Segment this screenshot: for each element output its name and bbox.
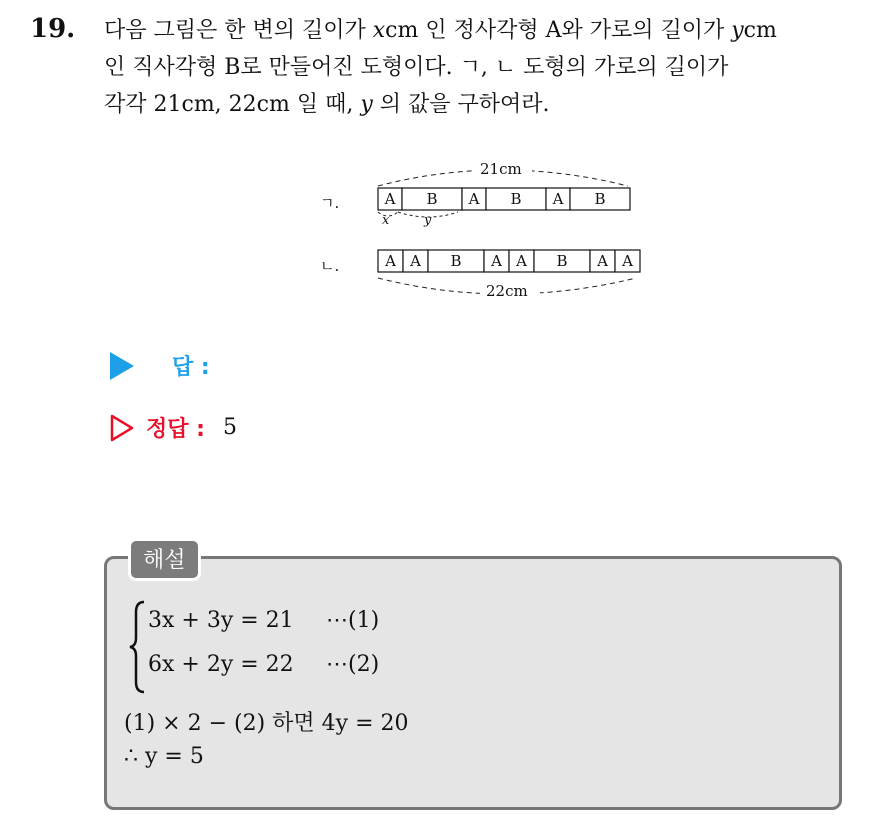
question-line3-a: 각각 21cm, 22cm 일 때, [104, 92, 361, 117]
correct-answer-row [110, 412, 237, 443]
row-a-cell-label-2: A [468, 190, 480, 208]
answer-row [110, 350, 210, 381]
answer-label: 답 : [172, 355, 210, 380]
solution-step: (1) × 2 − (2) 하면 4y = 20 [124, 711, 409, 736]
equation-1-tag: ⋯(1) [326, 608, 380, 633]
var-y-2: y [360, 92, 373, 117]
equation-1 [148, 608, 380, 633]
row-a-cell-label-4: A [552, 190, 564, 208]
question-line1-b: cm 인 정사각형 A와 가로의 길이가 [385, 18, 732, 43]
correct-answer-value: 5 [222, 415, 237, 440]
row-a-cell-label-0: A [384, 190, 396, 208]
row-a-cell-label-3: B [510, 190, 522, 208]
solution-tag: 해설 [128, 538, 201, 581]
brace-icon [128, 600, 146, 694]
outline-triangle-icon [110, 414, 134, 442]
row-b-label: ㄴ. [320, 257, 340, 275]
correct-answer-label: 정답 : [146, 417, 205, 442]
solution-result: ∴ y = 5 [124, 744, 204, 769]
question-line1-c: cm [743, 18, 777, 43]
play-icon [110, 352, 134, 380]
row-a-label: ㄱ. [320, 194, 340, 212]
solution-box [104, 556, 842, 810]
row-a-cell-label-1: B [426, 190, 438, 208]
equation-2-tag: ⋯(2) [326, 652, 380, 677]
row-b-cell-label-5: B [556, 252, 568, 270]
row-a [378, 188, 630, 210]
question-line2: 인 직사각형 B로 만들어진 도형이다. ㄱ, ㄴ 도형의 가로의 길이가 [104, 55, 729, 80]
bottom-length-label: 22cm [486, 282, 528, 300]
rectangle-figure [310, 152, 650, 302]
equation-2 [148, 652, 380, 677]
row-b [378, 250, 640, 272]
row-b-cell-label-7: A [622, 252, 633, 270]
equation-2-text: 6x + 2y = 22 [148, 652, 294, 677]
row-a-cell-label-5: B [594, 190, 606, 208]
var-x: x [372, 18, 386, 43]
row-b-cell-label-3: A [491, 252, 502, 270]
equation-1-text: 3x + 3y = 21 [148, 608, 294, 633]
row-b-cell-label-4: A [516, 252, 527, 270]
question-line3-b: 의 값을 구하여라. [372, 92, 550, 117]
var-y: y [731, 18, 744, 43]
top-length-label: 21cm [480, 160, 522, 178]
row-b-cell-label-1: A [410, 252, 421, 270]
row-b-cell-label-0: A [385, 252, 396, 270]
row-b-cell-label-6: A [597, 252, 608, 270]
question-number: 19. [30, 14, 76, 44]
row-b-cell-label-2: B [450, 252, 462, 270]
x-dim-label: x [382, 213, 390, 228]
question-line1-a: 다음 그림은 한 변의 길이가 [104, 18, 373, 43]
y-dim-label: y [424, 213, 432, 228]
question-text [104, 12, 864, 123]
